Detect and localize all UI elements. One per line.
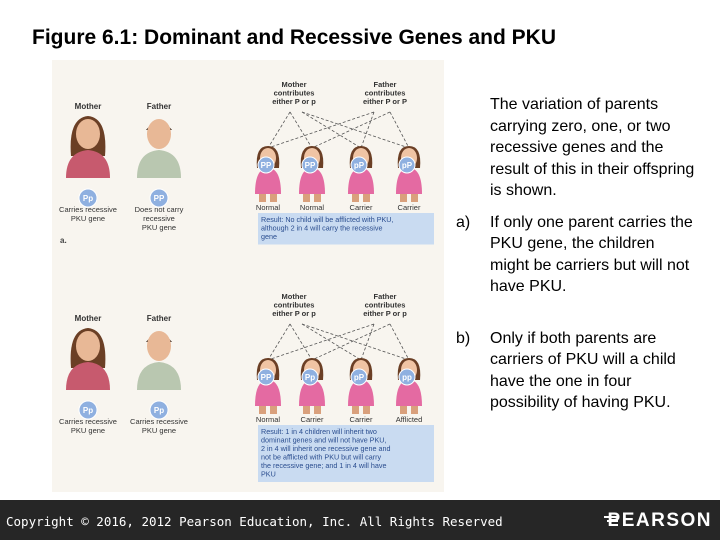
panel-a-mother-figure (66, 116, 110, 178)
panel-b-father-line (268, 324, 374, 360)
panel-a-mother-contributes: Mother (281, 80, 307, 89)
panel-b-father-contributes: either P or p (363, 309, 407, 318)
copyright-text: Copyright © 2016, 2012 Pearson Education, Inc. All Rights Reserved (6, 514, 503, 529)
panel-b-mother-contributes: contributes (273, 300, 315, 310)
panel-b-father-genotype: Pp (153, 406, 165, 415)
pearson-logo: PEARSON (607, 510, 712, 531)
intro-paragraph: The variation of parents carrying zero, one, or two recessive genes and the result of this in their offspring is shown. (490, 96, 695, 199)
panel-b-result-text: Result: 1 in 4 children will inherit two (261, 427, 377, 436)
slide-title: Figure 6.1: Dominant and Recessive Genes and PKU (32, 26, 556, 49)
panel-a-child-2-label: Normal (299, 203, 325, 212)
panel-a-father-contributes: either P or P (362, 97, 408, 106)
panel-a-child-3 (348, 146, 374, 202)
panel-a-mother-line (302, 112, 361, 148)
panel-a-child-1 (255, 146, 281, 202)
panel-a-father-caption: Does not carry (134, 205, 184, 214)
pku-inheritance-figure (52, 60, 444, 492)
panel-b-child-1-label: Normal (255, 415, 281, 424)
panel-a-result-text: gene (261, 232, 277, 241)
panel-b-mother-caption: PKU gene (70, 426, 106, 435)
panel-b-child-3 (348, 358, 374, 414)
panel-a-mother-caption: Carries recessive (59, 205, 117, 214)
panel-b-father-line (361, 324, 374, 360)
panel-b-mother-contributes: Mother (281, 292, 307, 301)
point-b-text: Only if both parents are carriers of PKU will a child have the one in four possibility of having PKU. (490, 329, 676, 411)
panel-b-result-text: dominant genes and will not have PKU, (261, 435, 387, 445)
point-a (456, 212, 696, 298)
panel-a-mother-line (268, 112, 290, 148)
panel-a-father-label: Father (146, 102, 172, 111)
panel-a-child-1-label: Normal (255, 203, 281, 212)
point-b-marker: b) (456, 329, 471, 347)
footer-bar (0, 500, 720, 540)
panel-b-result-text: PKU (261, 469, 276, 479)
figure-drawing (52, 60, 444, 492)
panel-a-mother-line (290, 112, 312, 148)
panel-a-child-3-label: Carrier (349, 203, 373, 212)
panel-a-result-text: Result: No child will be afflicted with PKU, (261, 215, 394, 224)
panel-b-child-3-label: Carrier (349, 415, 373, 424)
explanation-text (456, 94, 696, 414)
panel-b-child-3-genotype: pP (353, 373, 365, 382)
panel-b-father-contributes: contributes (364, 300, 406, 310)
panel-b-father-caption: PKU gene (141, 426, 177, 435)
panel-a-child-4-genotype: pP (401, 161, 413, 170)
panel-a-mother-caption: PKU gene (70, 214, 106, 223)
panel-b-result-text: 2 in 4 will inherit one recessive gene and (261, 444, 391, 453)
panel-a-father-line (312, 112, 390, 148)
panel-b-mother-label: Mother (74, 314, 102, 323)
panel-a-father-figure (137, 119, 181, 178)
panel-a-father-caption: recessive (143, 214, 175, 223)
panel-b-child-4-genotype: pp (402, 373, 412, 382)
point-b (456, 328, 696, 414)
panel-a-child-2-genotype: PP (304, 161, 316, 170)
panel-b-mother-genotype: Pp (82, 406, 94, 415)
panel-b-child-1-genotype: PP (260, 373, 272, 382)
panel-b-mother-figure (66, 328, 110, 390)
panel-a-result-text: although 2 in 4 will carry the recessive (261, 223, 383, 233)
panel-b-mother-line (268, 324, 290, 360)
panel-b-father-line (312, 324, 390, 360)
panel-a-child-2 (299, 146, 325, 202)
panel-b-father-label: Father (146, 314, 172, 323)
panel-b-child-4-label: Afflicted (395, 415, 423, 424)
panel-b-child-2 (299, 358, 325, 414)
panel-b-father-figure (137, 331, 181, 390)
panel-b-father-caption: Carries recessive (130, 417, 188, 426)
panel-b-mother-contributes: either P or p (272, 309, 316, 318)
panel-a-father-contributes: Father (373, 80, 397, 89)
panel-a-mother-genotype: Pp (82, 194, 94, 203)
panel-a-child-1-genotype: PP (260, 161, 272, 170)
panel-b-result-text: not be afflicted with PKU but will carry (261, 452, 382, 462)
panel-a-mother-label: Mother (74, 102, 102, 111)
panel-a-child-3-genotype: pP (353, 161, 365, 170)
panel-a-mother-contributes: either P or p (272, 97, 316, 106)
point-a-marker: a) (456, 213, 471, 231)
panel-b-child-2-label: Carrier (300, 415, 324, 424)
panel-b-child-2-genotype: Pp (304, 373, 316, 382)
panel-a-father-caption: PKU gene (141, 223, 177, 232)
panel-a-child-4-label: Carrier (397, 203, 421, 212)
panel-a-father-line (361, 112, 374, 148)
point-a-text: If only one parent carries the PKU gene, the children might be carriers but will not have PKU. (490, 213, 693, 295)
panel-b-child-4 (396, 358, 422, 414)
panel-a-father-contributes: contributes (364, 88, 406, 98)
panel-a-letter: a. (60, 236, 67, 245)
panel-b-mother-line (290, 324, 312, 360)
panel-a-father-genotype: PP (153, 194, 165, 203)
panel-b-father-contributes: Father (373, 292, 397, 301)
panel-a-mother-contributes: contributes (273, 88, 315, 98)
panel-a-father-line (268, 112, 374, 148)
panel-a-child-4 (396, 146, 422, 202)
panel-b-child-1 (255, 358, 281, 414)
panel-b-result-text: the recessive gene; and 1 in 4 will have (261, 461, 387, 470)
panel-b-mother-caption: Carries recessive (59, 417, 117, 426)
panel-b-mother-line (302, 324, 361, 360)
